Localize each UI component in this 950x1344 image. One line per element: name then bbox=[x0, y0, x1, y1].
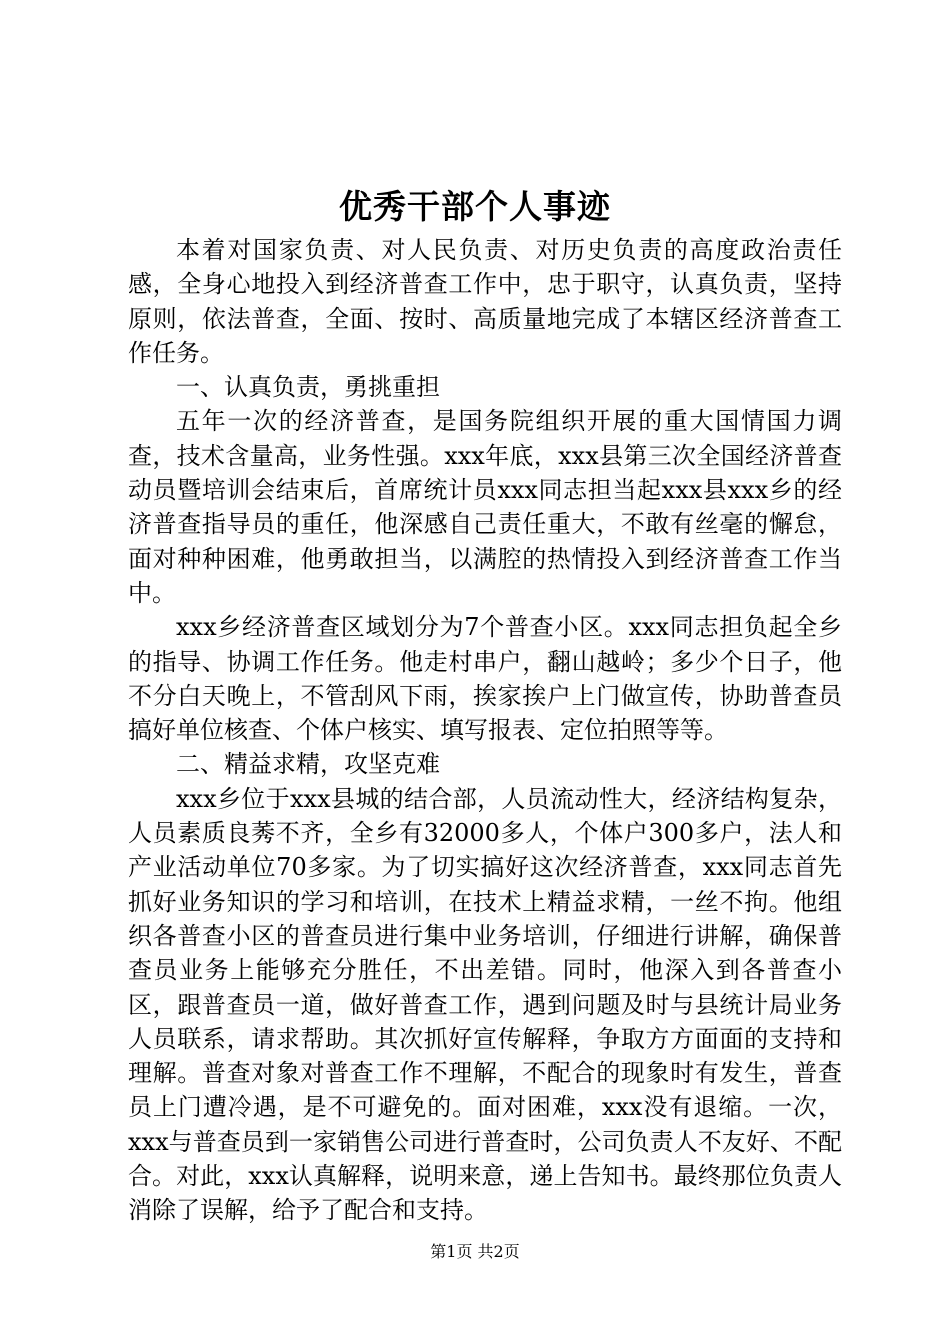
document-title: 优秀干部个人事迹 bbox=[339, 187, 611, 226]
paragraph-intro: 本着对国家负责、对人民负责、对历史负责的高度政治责任感，全身心地投入到经济普查工作中，忠于职守，认真负责，坚持原则，依法普查，全面、按时、高质量地完成了本辖区经济普查工作任务。 bbox=[128, 236, 842, 367]
page-footer: 第1页 共2页 bbox=[430, 1242, 520, 1261]
paragraph-section-1-b: xxx乡经济普查区域划分为7个普查小区。xxx同志担负起全乡的指导、协调工作任务。他走村串户，翻山越岭；多少个日子，他不分白天晚上，不管刮风下雨，挨家挨户上门做宣传，协助普查员搞好单位核查、个体户核实、填写报表、定位拍照等等。 bbox=[128, 613, 842, 745]
section-heading-1: 一、认真负责，勇挑重担 bbox=[176, 373, 440, 402]
paragraph-section-1-a: 五年一次的经济普查，是国务院组织开展的重大国情国力调查，技术含量高，业务性强。xxx年底，xxx县第三次全国经济普查动员暨培训会结束后，首席统计员xxx同志担当起xxx县xxx乡的经济普查指导员的重任，他深感自己责任重大，不敢有丝毫的懈怠，面对种种困难，他勇敢担当，以满腔的热情投入到经济普查工作当中。 bbox=[128, 407, 842, 607]
section-heading-2: 二、精益求精，攻坚克难 bbox=[176, 750, 440, 779]
paragraph-section-2-a: xxx乡位于xxx县城的结合部，人员流动性大，经济结构复杂，人员素质良莠不齐，全乡有32000多人，个体户300多户，法人和产业活动单位70多家。为了切实搞好这次经济普查，xxx同志首先抓好业务知识的学习和培训，在技术上精益求精，一丝不拘。他组织各普查小区的普查员进行集中业务培训，仔细进行讲解，确保普查员业务上能够充分胜任，不出差错。同时，他深入到各普查小区，跟普查员一道，做好普查工作，遇到问题及时与县统计局业务人员联系，请求帮助。其次抓好宣传解释，争取方方面面的支持和理解。普查对象对普查工作不理解，不配合的现象时有发生，普查员上门遭冷遇，是不可避免的。面对困难，xxx没有退缩。一次，xxx与普查员到一家销售公司进行普查时，公司负责人不友好、不配合。对此，xxx认真解释，说明来意，递上告知书。最终那位负责人消除了误解，给予了配合和支持。 bbox=[128, 784, 842, 1225]
document-body bbox=[128, 233, 842, 1228]
